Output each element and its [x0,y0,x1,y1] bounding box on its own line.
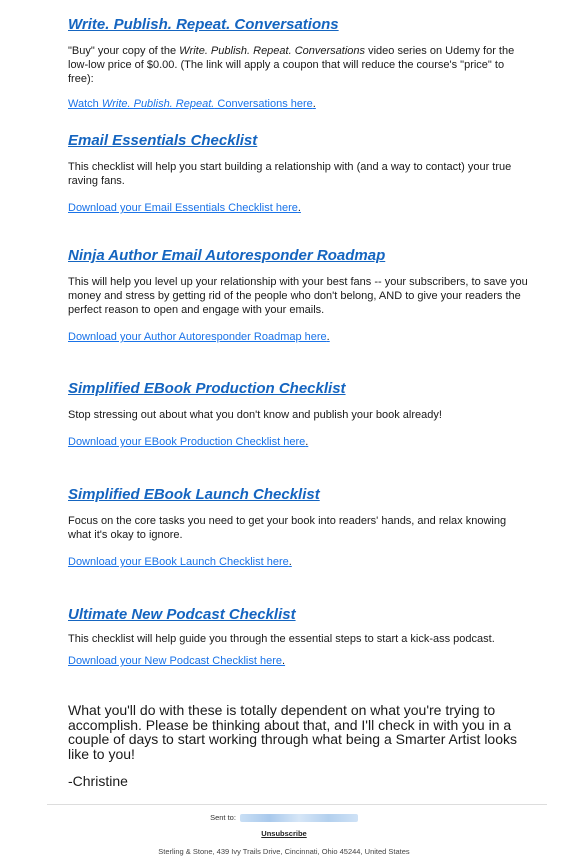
link-text: Download your EBook Launch Checklist here [68,556,289,568]
section-description [68,44,530,86]
link-period: . [288,556,292,568]
section-description: Stop stressing out about what you don't know and publish your book already! [68,409,442,421]
section-description: This will help you level up your relationship with your best fans -- your subscribers, to save you money and stress by getting rid of the people who don't belong, AND to give your readers the perfect reason to open and engage with your emails. [68,276,528,316]
link-text: Download your EBook Production Checklist here [68,436,306,448]
sender-address: Sterling & Stone, 439 Ivy Trails Drive, Cincinnati, Ohio 45244, United States [158,847,410,856]
link-period: . [305,436,309,448]
section-email-essentials [68,132,530,215]
closing-message: What you'll do with these is totally dependent on what you're trying to accomplish. Please be thinking about that, and I'll check in with you in a couple of days to start working through what being a Smarter Artist looks like to you! [68,702,518,762]
link-period: . [297,202,301,214]
section-title-link[interactable]: Email Essentials Checklist [68,132,258,149]
link-text: Watch [68,98,102,110]
link-text: Conversations here [214,98,313,110]
section-title-link[interactable]: Simplified EBook Launch Checklist [68,486,320,503]
download-podcast-checklist-link[interactable] [68,654,530,668]
watch-conversations-link[interactable] [68,97,530,111]
description-emphasis: Write. Publish. Repeat. Conversations [179,45,366,57]
description-text: video series on Udemy for the low-low price of $0.00. (The link will apply a coupon that will reduce the course's "price" to free): [68,45,515,85]
section-autoresponder-roadmap [68,247,530,344]
link-text: Download your Author Autoresponder Roadmap here [68,331,327,343]
link-period: . [326,331,330,343]
signature: -Christine [68,773,128,789]
redacted-email [240,814,358,822]
section-wpr-conversations [68,16,530,111]
closing-block [68,703,530,789]
section-description: This checklist will help guide you through the essential steps to start a kick-ass podcast. [68,633,495,645]
link-text: Download your New Podcast Checklist here [68,655,282,667]
description-text: "Buy" your copy of the [68,45,180,57]
link-text: Download your Email Essentials Checklist here [68,202,298,214]
unsubscribe-link[interactable]: Unsubscribe [261,829,307,838]
section-title-link[interactable]: Ultimate New Podcast Checklist [68,606,296,623]
link-period: . [312,98,316,110]
section-ebook-production [68,380,530,449]
section-description: This checklist will help you start building a relationship with (and a way to contact) your true raving fans. [68,161,512,187]
section-title-link[interactable]: Write. Publish. Repeat. Conversations [68,16,339,33]
section-podcast [68,606,530,668]
section-title-link[interactable]: Ninja Author Email Autoresponder Roadmap [68,247,386,264]
section-title-link[interactable]: Simplified EBook Production Checklist [68,380,346,397]
sent-to-line [0,813,568,822]
link-emphasis: Write. Publish. Repeat. [101,98,215,110]
download-email-essentials-link[interactable] [68,201,530,215]
section-ebook-launch [68,486,530,569]
sent-to-label: Sent to: [210,813,236,822]
download-launch-checklist-link[interactable] [68,555,530,569]
link-period: . [282,655,286,667]
footer-divider [47,804,547,805]
download-production-checklist-link[interactable] [68,435,530,449]
download-roadmap-link[interactable] [68,330,530,344]
section-description: Focus on the core tasks you need to get your book into readers' hands, and relax knowing what it's okay to ignore. [68,515,507,541]
